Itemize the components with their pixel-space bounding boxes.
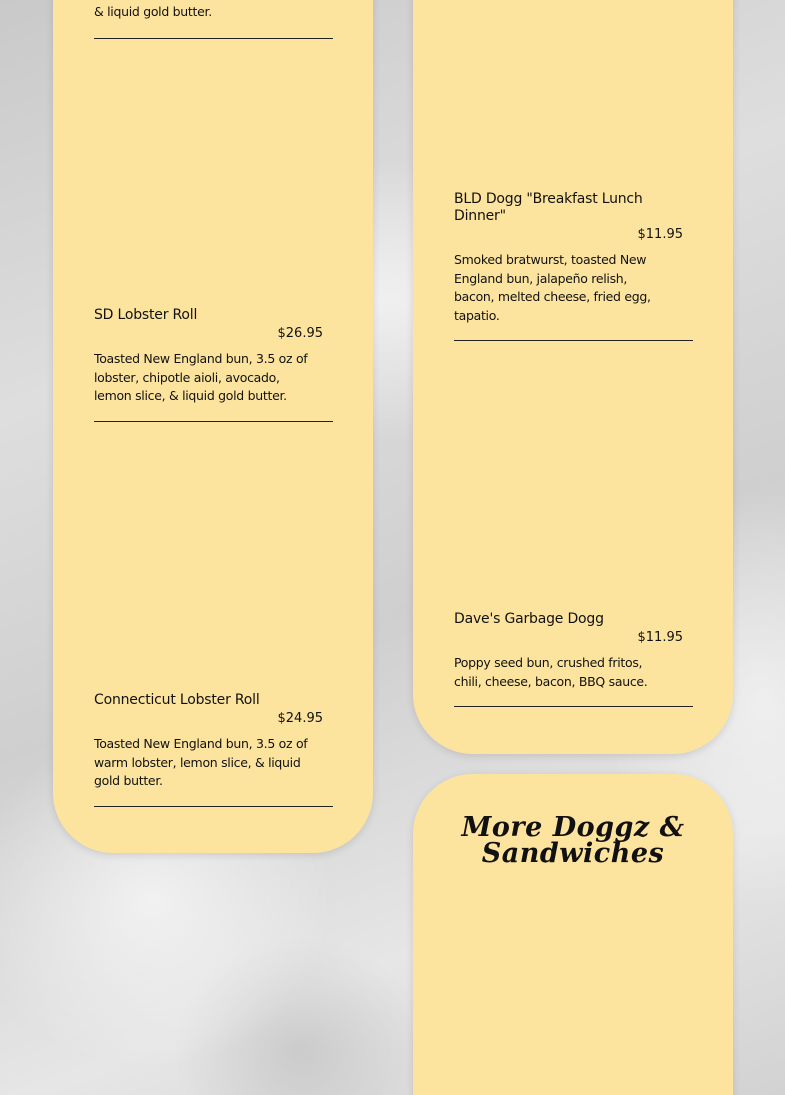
menu-item-price: $26.95: [277, 326, 323, 341]
menu-item-description: Smoked bratwurst, toasted New England bun, jalapeño relish, bacon, melted cheese, fried egg, tapatio.: [454, 252, 651, 323]
section-title: More Doggz & Sandwiches: [461, 812, 685, 869]
menu-item-name: Connecticut Lobster Roll: [94, 692, 260, 708]
menu-item-divider: [454, 706, 693, 707]
menu-item-divider: [94, 806, 333, 807]
menu-item-description: & liquid gold butter.: [94, 4, 212, 19]
menu-item-description: Toasted New England bun, 3.5 oz of warm lobster, lemon slice, & liquid gold butter.: [94, 736, 308, 788]
menu-item-price: $24.95: [277, 711, 323, 726]
menu-item-name: SD Lobster Roll: [94, 307, 198, 323]
menu-item-daves-garbage-dogg: [454, 611, 693, 707]
menu-item-description: Poppy seed bun, crushed fritos, chili, cheese, bacon, BBQ sauce.: [454, 655, 648, 689]
menu-item-description: Toasted New England bun, 3.5 oz of lobster, chipotle aioli, avocado, lemon slice, & liquid gold butter.: [94, 351, 308, 403]
menu-item-price: $11.95: [637, 630, 683, 645]
menu-item-price: $11.95: [637, 227, 683, 242]
menu-item-sd-lobster-roll: [94, 307, 333, 422]
menu-item-divider: [94, 421, 333, 422]
menu-item-bld-dogg: [454, 191, 693, 341]
menu-item-connecticut-lobster-roll: [94, 692, 333, 807]
menu-item-partial: [94, 3, 333, 39]
menu-item-divider: [454, 340, 693, 341]
menu-item-name: Dave's Garbage Dogg: [454, 611, 604, 627]
menu-item-name: BLD Dogg "Breakfast Lunch Dinner": [454, 191, 643, 224]
menu-item-divider: [94, 38, 333, 39]
